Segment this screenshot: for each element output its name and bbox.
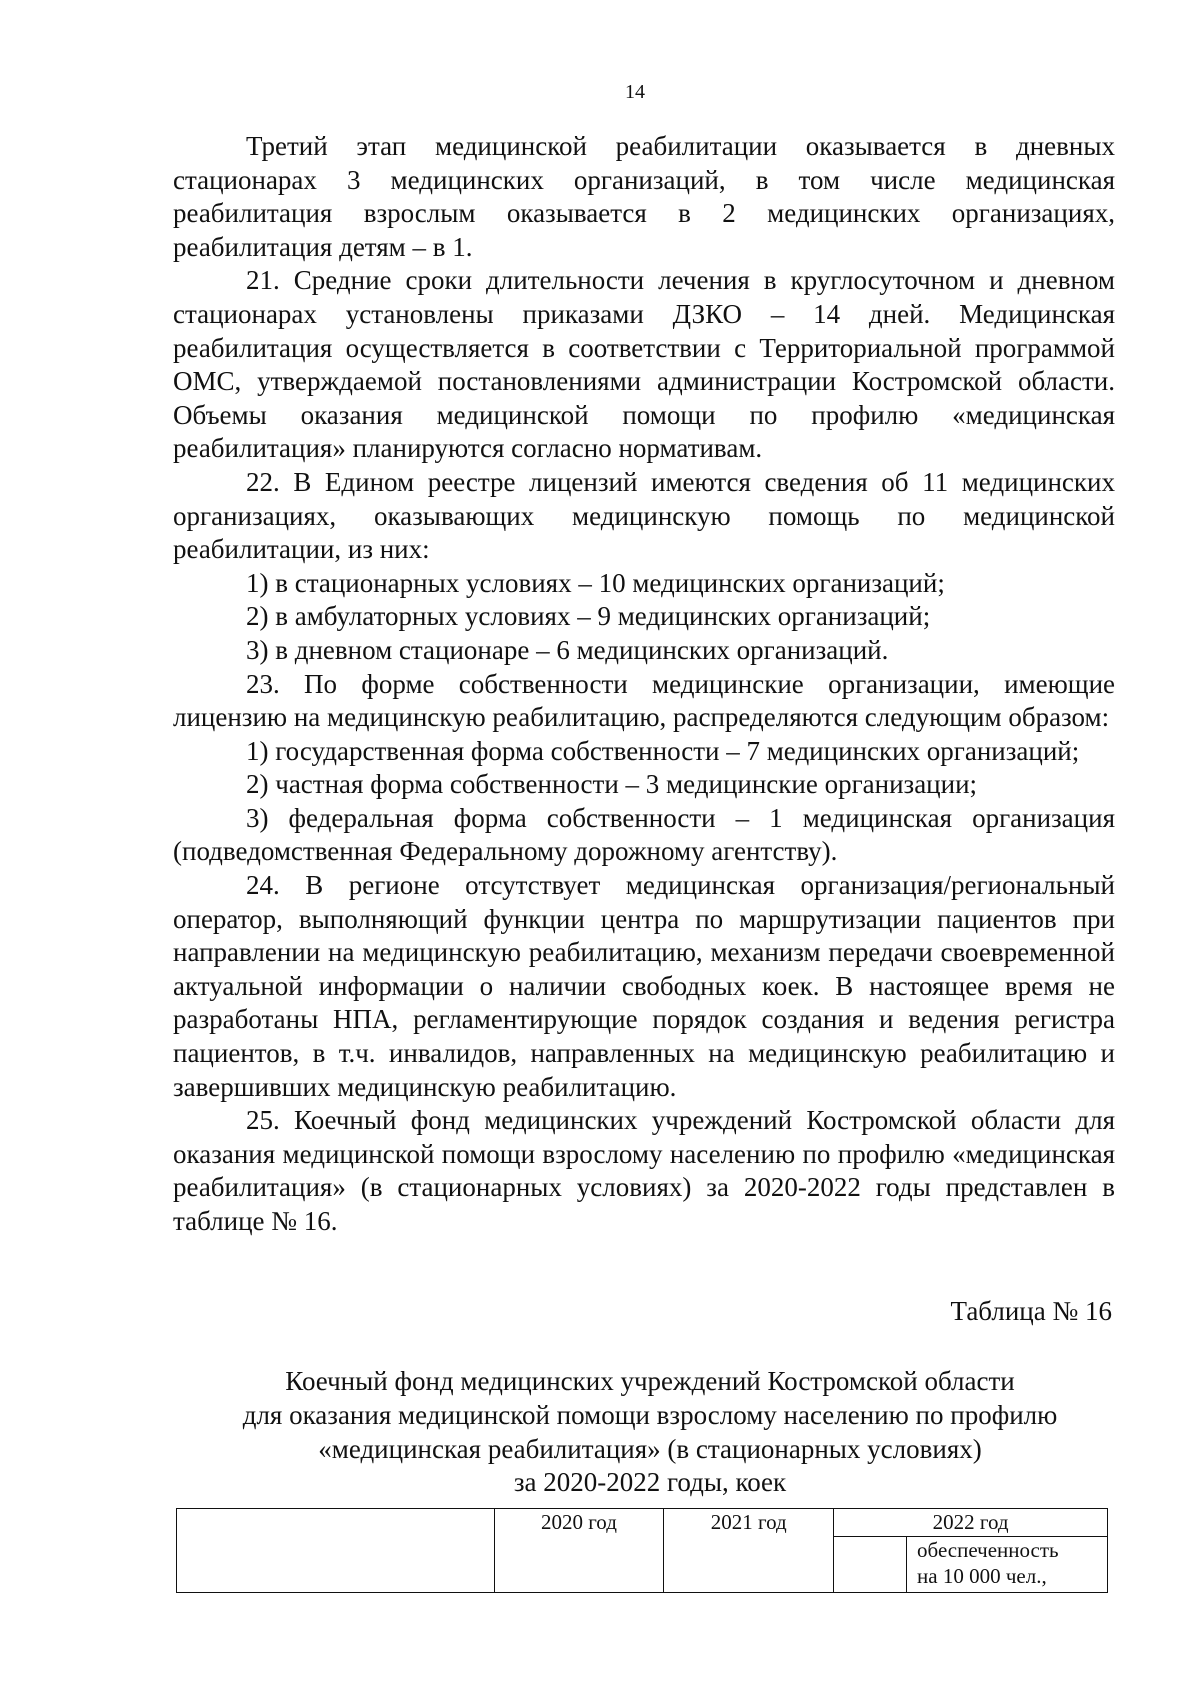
paragraph: 24. В регионе отсутствует медицинская организация/региональный оператор, выполняющий функции центра по маршрутизации пациентов при направлении на медицинскую реабилитацию, механизм передачи своевременной актуальной информации о наличии свободных коек. В настоящее время не разработаны НПА, регламентирующие порядок создания и ведения регистра пациентов, в т.ч. инвалидов, направленных на медицинскую реабилитацию и завершивших медицинскую реабилитацию. xyxy=(173,870,1115,1102)
table-caption-line: Коечный фонд медицинских учреждений Костромской области xyxy=(285,1366,1015,1396)
paragraph: Третий этап медицинской реабилитации оказывается в дневных стационарах 3 медицинских организаций, в том числе медицинская реабилитация взрослым оказывается в 2 медицинских организациях, реабилитация детям – в 1. xyxy=(173,131,1115,262)
list-item: 3) в дневном стационаре – 6 медицинских организаций. xyxy=(246,634,889,665)
table-header-cell-empty xyxy=(177,1509,495,1593)
paragraph: 21. Средние сроки длительности лечения в круглосуточном и дневном стационарах установлены приказами ДЗКО – 14 дней. Медицинская реабилитация осуществляется в соответствии с Территориальной программой ОМС, утверждаемой постановлениями администрации Костромской области. Объемы оказания медицинской помощи по профилю «медицинская реабилитация» планируются согласно нормативам. xyxy=(173,265,1115,464)
table-caption-line: за 2020-2022 годы, коек xyxy=(513,1467,787,1498)
table-caption xyxy=(170,1365,1130,1500)
provision-label-line2: на 10 000 чел., xyxy=(917,1564,1047,1588)
table-label: Таблица № 16 xyxy=(950,1296,1112,1326)
body-text xyxy=(173,130,1115,1239)
list-item: 1) государственная форма собственности – 7 медицинских организаций; xyxy=(246,735,1080,766)
list-item: 2) в амбулаторных условиях – 9 медицинских организаций; xyxy=(246,601,931,632)
table-header-cell-2020: 2020 год xyxy=(494,1509,664,1593)
table-header-row xyxy=(177,1509,1108,1537)
list-item: 3) федеральная форма собственности – 1 медицинская организация (подведомственная Федеральному дорожному агентству). xyxy=(173,802,1115,867)
page-number: 14 xyxy=(625,81,645,103)
paragraph: 23. По форме собственности медицинские организации, имеющие лицензию на медицинскую реабилитацию, распределяются следующим образом: xyxy=(173,668,1115,733)
table-caption-line: для оказания медицинской помощи взрослому населению по профилю xyxy=(242,1399,1058,1430)
provision-label-line1: обеспеченность xyxy=(917,1538,1059,1562)
table-subheader-cell-empty xyxy=(834,1537,907,1593)
table-header-cell-2021: 2021 год xyxy=(664,1509,834,1593)
table-caption-line: «медицинская реабилитация» (в стационарных условиях) xyxy=(318,1433,982,1464)
list-item: 2) частная форма собственности – 3 медицинские организации; xyxy=(246,769,978,800)
bed-fund-table xyxy=(176,1508,1108,1593)
list-item: 1) в стационарных условиях – 10 медицинских организаций; xyxy=(246,567,945,598)
table-subheader-cell-provision xyxy=(907,1537,1108,1593)
table-header-cell-2022: 2022 год xyxy=(834,1509,1108,1537)
paragraph: 22. В Едином реестре лицензий имеются сведения об 11 медицинских организациях, оказывающих медицинскую помощь по медицинской реабилитации, из них: xyxy=(173,466,1115,565)
paragraph: 25. Коечный фонд медицинских учреждений Костромской области для оказания медицинской помощи взрослому населению по профилю «медицинская реабилитация» (в стационарных условиях) за 2020-2022 годы представлен в таблице № 16. xyxy=(173,1105,1115,1236)
